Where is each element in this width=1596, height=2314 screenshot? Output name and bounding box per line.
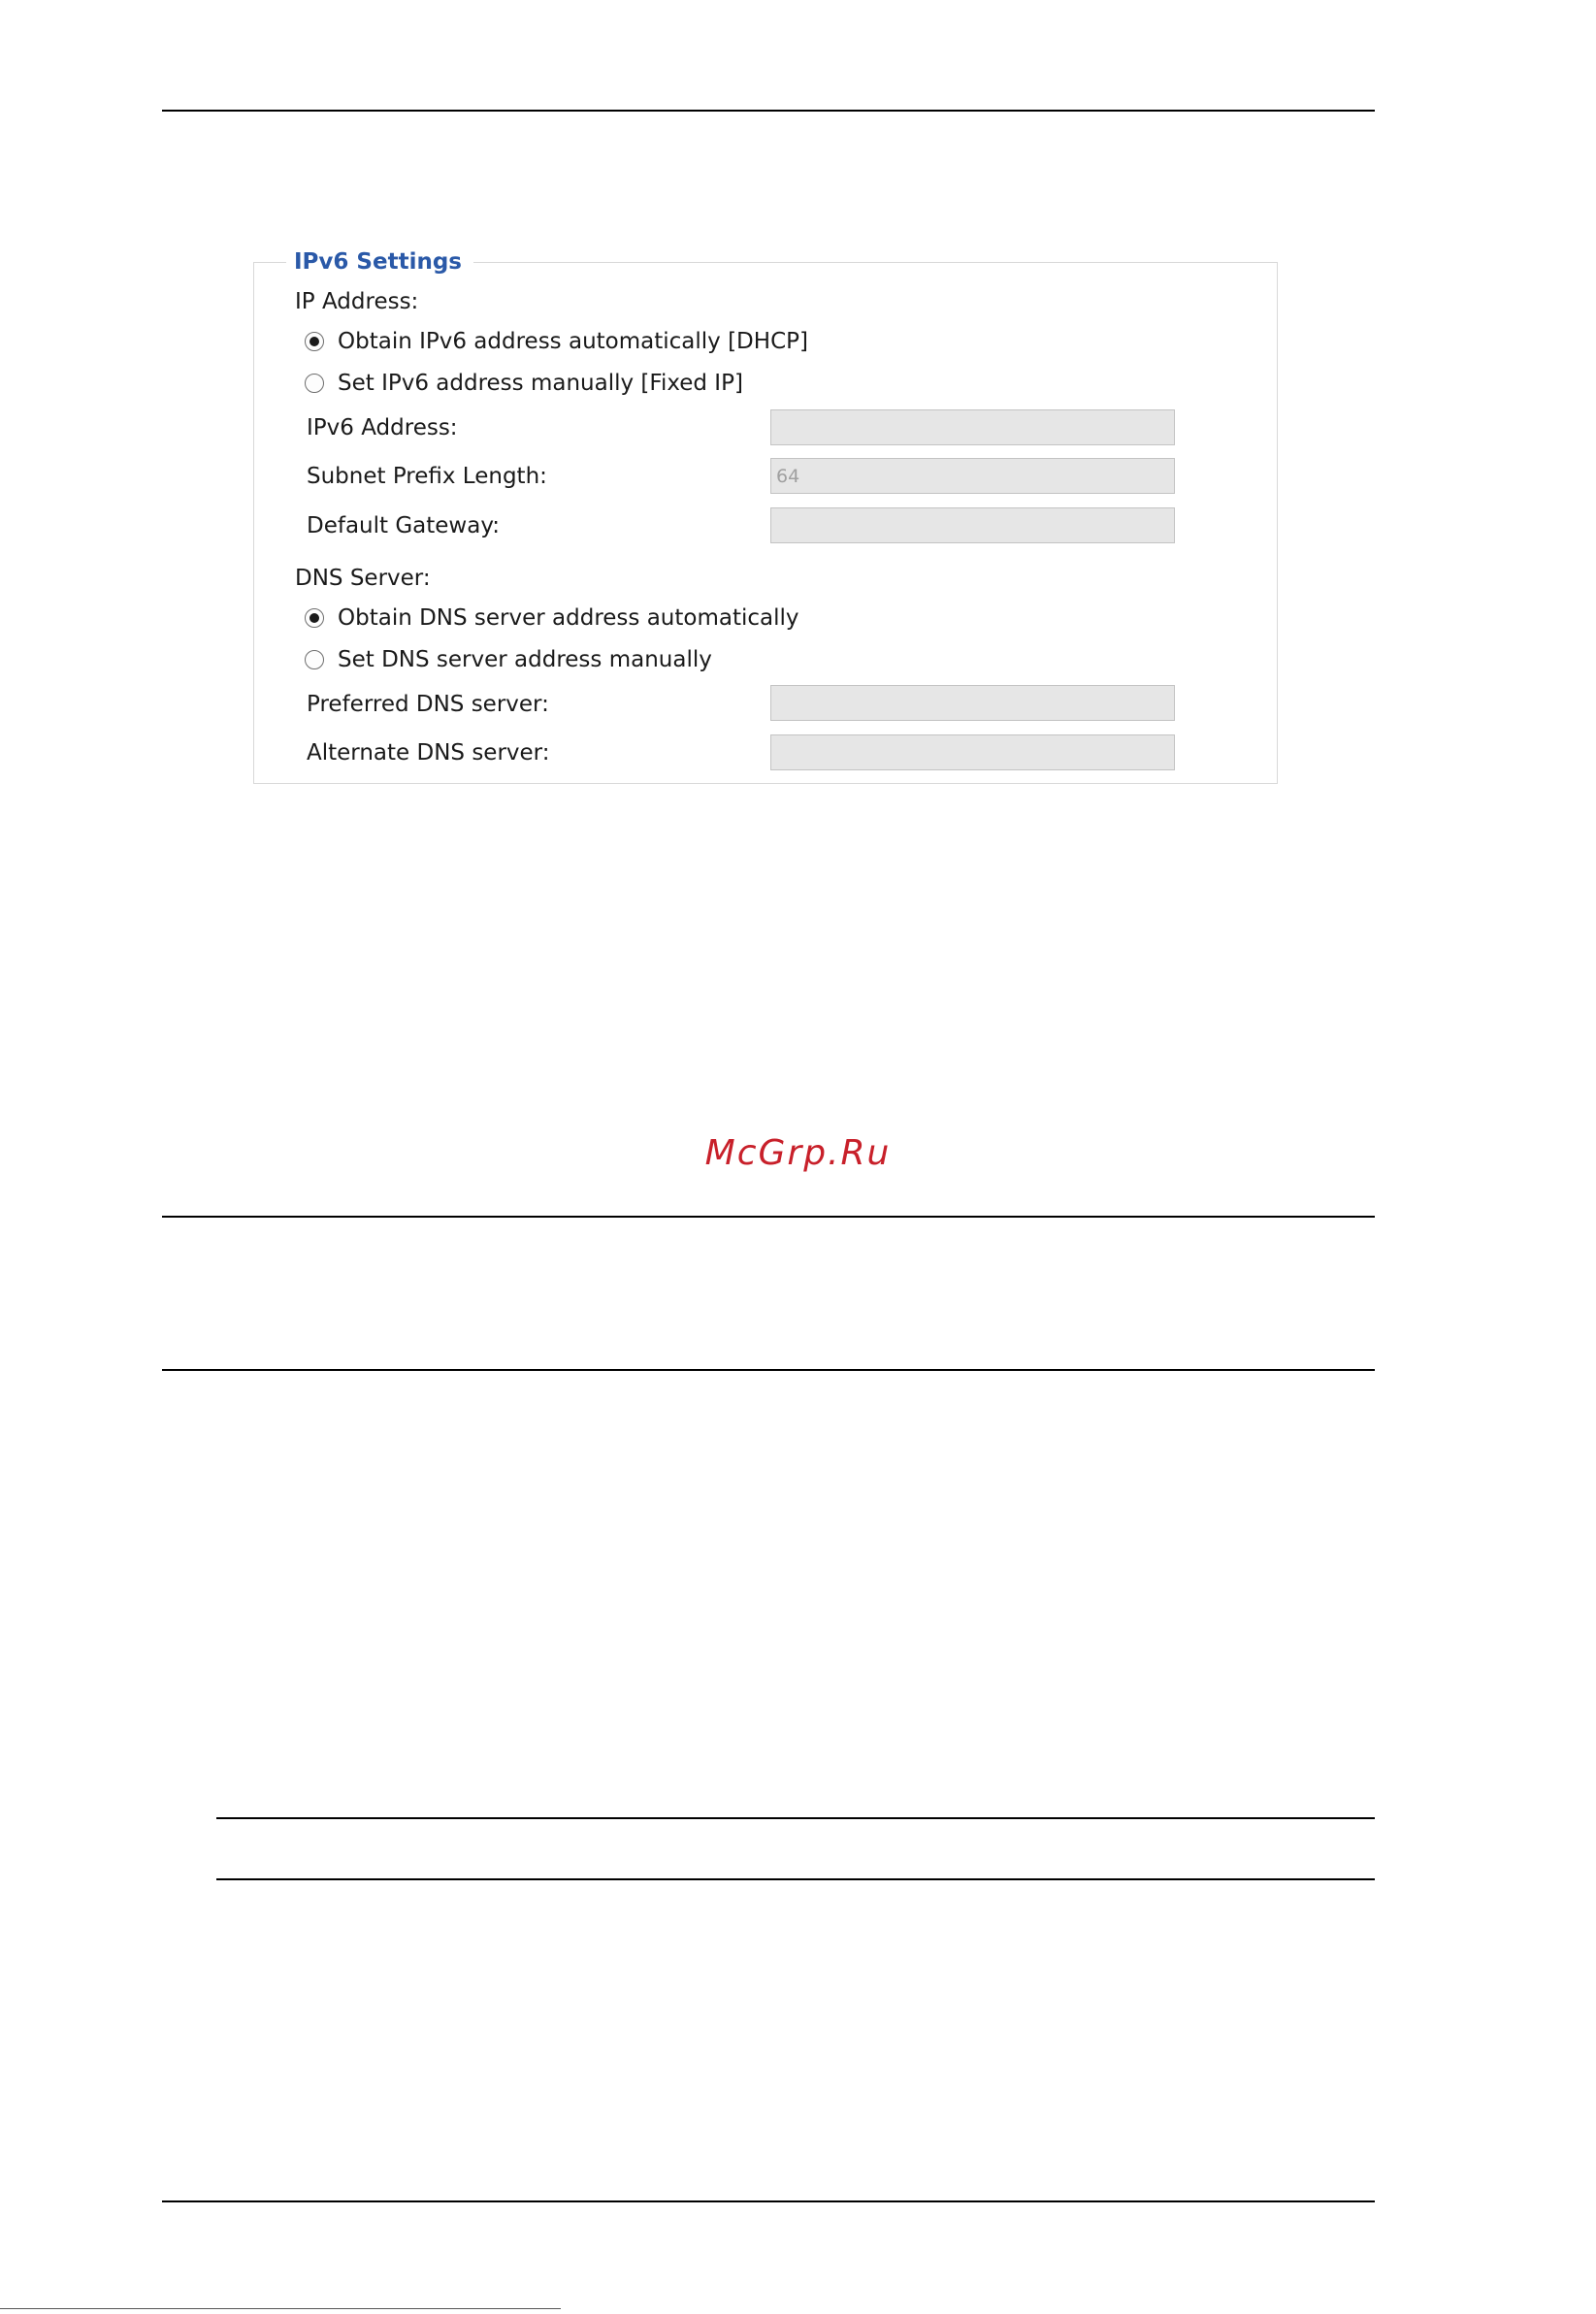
alternate-dns-input[interactable]: [770, 734, 1175, 770]
watermark: McGrp.Ru: [704, 1133, 892, 1173]
subnet-prefix-length-label: Subnet Prefix Length:: [307, 464, 547, 489]
footer-rule: [162, 2200, 1375, 2202]
radio-obtain-dns-auto[interactable]: [305, 603, 799, 633]
ipv6-settings-legend: IPv6 Settings: [286, 247, 473, 277]
preferred-dns-input[interactable]: [770, 685, 1175, 721]
radio-label: Set DNS server address manually: [338, 647, 712, 672]
radio-label: Obtain IPv6 address automatically [DHCP]: [338, 329, 808, 354]
header-rule: [162, 110, 1375, 112]
ip-address-label: IP Address:: [295, 289, 419, 314]
radio-set-dns-manual[interactable]: [305, 645, 712, 674]
radio-label: Obtain DNS server address automatically: [338, 605, 799, 631]
radio-unchecked-icon[interactable]: [305, 650, 324, 669]
radio-label: Set IPv6 address manually [Fixed IP]: [338, 371, 743, 396]
radio-unchecked-icon[interactable]: [305, 374, 324, 393]
radio-checked-icon[interactable]: [305, 608, 324, 628]
note-rule: [216, 1817, 1375, 1819]
radio-obtain-ipv6-auto[interactable]: [305, 327, 808, 356]
preferred-dns-label: Preferred DNS server:: [307, 692, 549, 717]
radio-set-ipv6-manual[interactable]: [305, 369, 743, 398]
subnet-prefix-length-input[interactable]: [770, 458, 1175, 494]
dns-server-label: DNS Server:: [295, 566, 431, 591]
ipv6-address-label: IPv6 Address:: [307, 415, 458, 440]
alternate-dns-label: Alternate DNS server:: [307, 740, 550, 766]
footer-edge-line: [0, 2308, 561, 2309]
radio-checked-icon[interactable]: [305, 332, 324, 351]
ipv6-address-input[interactable]: [770, 409, 1175, 445]
section-rule: [162, 1369, 1375, 1371]
default-gateway-label: Default Gateway:: [307, 513, 501, 538]
default-gateway-input[interactable]: [770, 507, 1175, 543]
section-rule: [162, 1216, 1375, 1218]
note-rule: [216, 1878, 1375, 1880]
